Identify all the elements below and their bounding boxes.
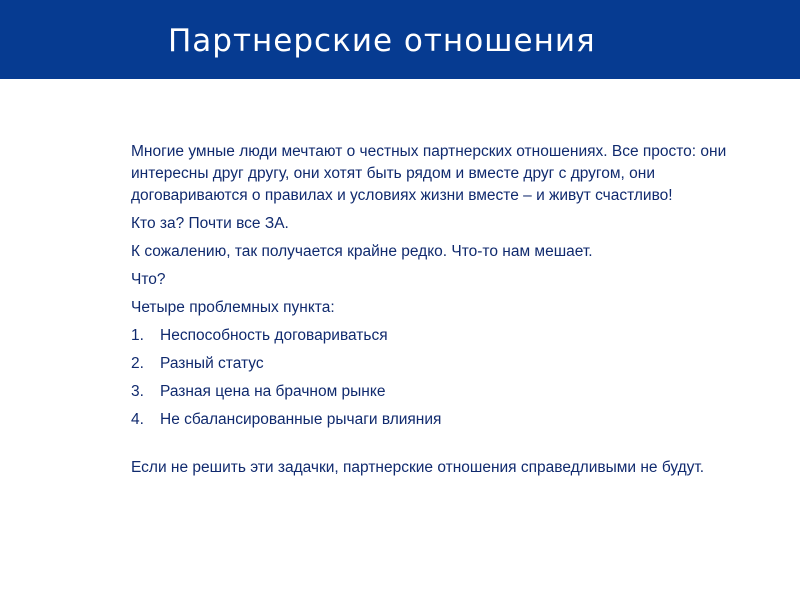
slide-title: Партнерские отношения — [168, 23, 596, 59]
list-item-number: 3. — [131, 383, 144, 400]
problem-list — [131, 325, 731, 431]
list-item — [131, 409, 731, 431]
list-item-text: Неспособность договариваться — [160, 327, 388, 344]
list-item-text: Не сбалансированные рычаги влияния — [160, 411, 442, 428]
list-intro-paragraph: Четыре проблемных пункта: — [131, 299, 335, 316]
list-item-text: Разная цена на брачном рынке — [160, 383, 386, 400]
list-item-number: 4. — [131, 411, 144, 428]
list-item — [131, 325, 731, 347]
list-item-number: 2. — [131, 355, 144, 372]
regret-paragraph: К сожалению, так получается крайне редко. Что-то нам мешает. — [131, 243, 593, 260]
question-paragraph: Кто за? Почти все ЗА. — [131, 215, 289, 232]
list-item-number: 1. — [131, 327, 144, 344]
list-item-text: Разный статус — [160, 355, 264, 372]
intro-paragraph: Многие умные люди мечтают о честных партнерских отношениях. Все просто: они интересны друг другу, они хотят быть рядом и вместе друг с другом, они договариваются о правилах и условиях жизни вместе – и живут счастливо! — [131, 143, 727, 204]
list-item — [131, 353, 731, 375]
slide-header — [0, 0, 800, 79]
conclusion-paragraph: Если не решить эти задачки, партнерские отношения справедливыми не будут. — [131, 459, 705, 476]
what-paragraph: Что? — [131, 271, 166, 288]
list-item — [131, 381, 731, 403]
slide-body — [131, 141, 731, 479]
